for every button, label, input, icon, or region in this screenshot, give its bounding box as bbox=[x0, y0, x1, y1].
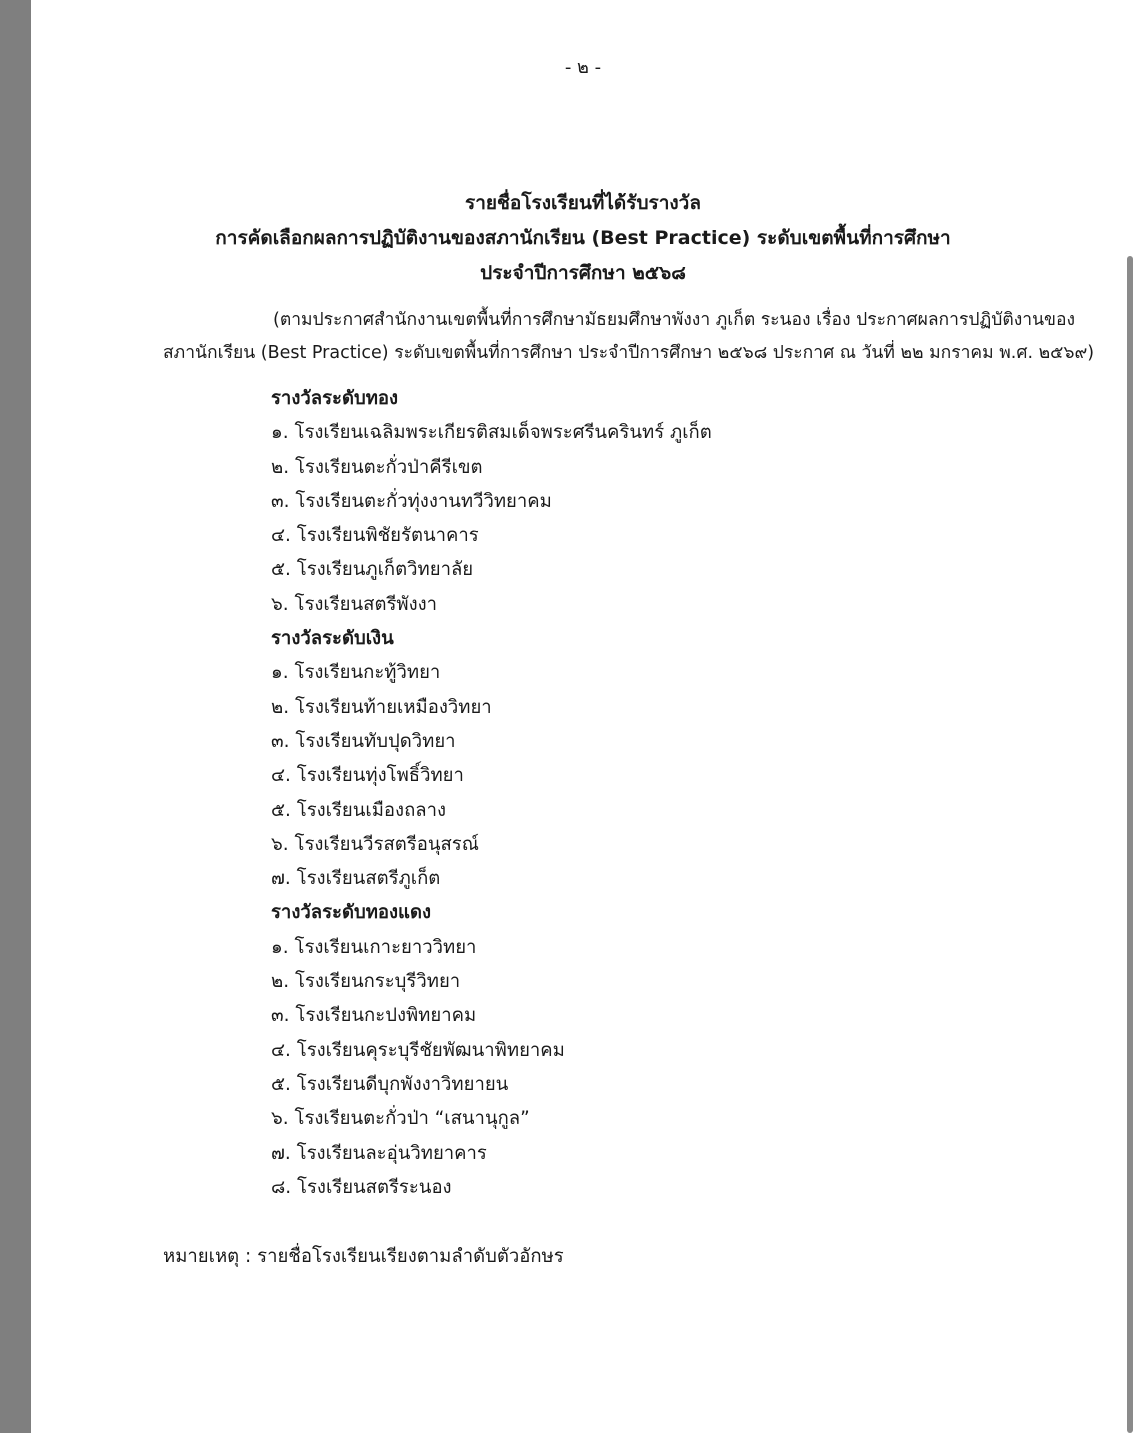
list-item: ๒. โรงเรียนกระบุรีวิทยา bbox=[271, 971, 461, 993]
vertical-scrollbar[interactable] bbox=[1127, 256, 1133, 1433]
gold-award-heading: รางวัลระดับทอง bbox=[271, 388, 399, 409]
list-item: ๖. โรงเรียนตะกั่วป่า “เสนานุกูล” bbox=[271, 1108, 530, 1130]
list-item: ๑. โรงเรียนเฉลิมพระเกียรติสมเด็จพระศรีนครินทร์ ภูเก็ต bbox=[271, 422, 712, 444]
document-title bbox=[0, 186, 1142, 291]
list-item: ๔. โรงเรียนพิชัยรัตนาคาร bbox=[271, 525, 479, 547]
list-item: ๖. โรงเรียนวีรสตรีอนุสรณ์ bbox=[271, 833, 479, 855]
page-number: - ๒ - bbox=[564, 57, 602, 78]
list-item: ๘. โรงเรียนสตรีระนอง bbox=[271, 1176, 452, 1198]
list-item: ๕. โรงเรียนดีบุกพังงาวิทยายน bbox=[271, 1073, 509, 1095]
list-item: ๓. โรงเรียนตะกั่วทุ่งงานทวีวิทยาคม bbox=[271, 490, 552, 512]
title-line-1: รายชื่อโรงเรียนที่ได้รับรางวัล bbox=[465, 192, 701, 214]
list-item: ๒. โรงเรียนตะกั่วป่าคีรีเขต bbox=[271, 456, 483, 478]
list-item: ๑. โรงเรียนเกาะยาววิทยา bbox=[271, 936, 477, 958]
award-lists bbox=[271, 382, 712, 1205]
list-item: ๓. โรงเรียนกะปงพิทยาคม bbox=[271, 1005, 477, 1027]
document-page bbox=[31, 0, 1125, 1433]
silver-award-heading: รางวัลระดับเงิน bbox=[271, 628, 394, 650]
list-item: ๒. โรงเรียนท้ายเหมืองวิทยา bbox=[271, 696, 492, 718]
list-item: ๕. โรงเรียนภูเก็ตวิทยาลัย bbox=[271, 559, 474, 581]
list-item: ๖. โรงเรียนสตรีพังงา bbox=[271, 593, 438, 615]
list-item: ๔. โรงเรียนทุ่งโพธิ์วิทยา bbox=[271, 765, 464, 787]
title-line-2: การคัดเลือกผลการปฏิบัติงานของสภานักเรียน (Best Practice) ระดับเขตพื้นที่การศึกษา bbox=[215, 227, 951, 249]
list-item: ๕. โรงเรียนเมืองถลาง bbox=[271, 799, 447, 821]
list-item: ๗. โรงเรียนละอุ่นวิทยาคาร bbox=[271, 1142, 487, 1164]
footnote: หมายเหตุ : รายชื่อโรงเรียนเรียงตามลำดับตัวอักษร bbox=[163, 1246, 564, 1267]
reference-line-2: สภานักเรียน (Best Practice) ระดับเขตพื้นที่การศึกษา ประจำปีการศึกษา ๒๕๖๘ ประกาศ ณ วันที่ ๒๒ มกราคม พ.ศ. ๒๕๖๙) bbox=[163, 343, 1095, 363]
list-item: ๔. โรงเรียนคุระบุรีชัยพัฒนาพิทยาคม bbox=[271, 1039, 565, 1061]
list-item: ๗. โรงเรียนสตรีภูเก็ต bbox=[271, 868, 441, 890]
title-line-3: ประจำปีการศึกษา ๒๕๖๘ bbox=[480, 262, 686, 284]
announcement-reference bbox=[163, 304, 1095, 370]
list-item: ๑. โรงเรียนกะทู้วิทยา bbox=[271, 662, 441, 684]
bronze-award-heading: รางวัลระดับทองแดง bbox=[271, 902, 432, 924]
reference-line-1: (ตามประกาศสำนักงานเขตพื้นที่การศึกษามัธยมศึกษาพังงา ภูเก็ต ระนอง เรื่อง ประกาศผลการปฏิบัติงานของ bbox=[273, 310, 1076, 330]
list-item: ๓. โรงเรียนทับปุดวิทยา bbox=[271, 730, 456, 752]
